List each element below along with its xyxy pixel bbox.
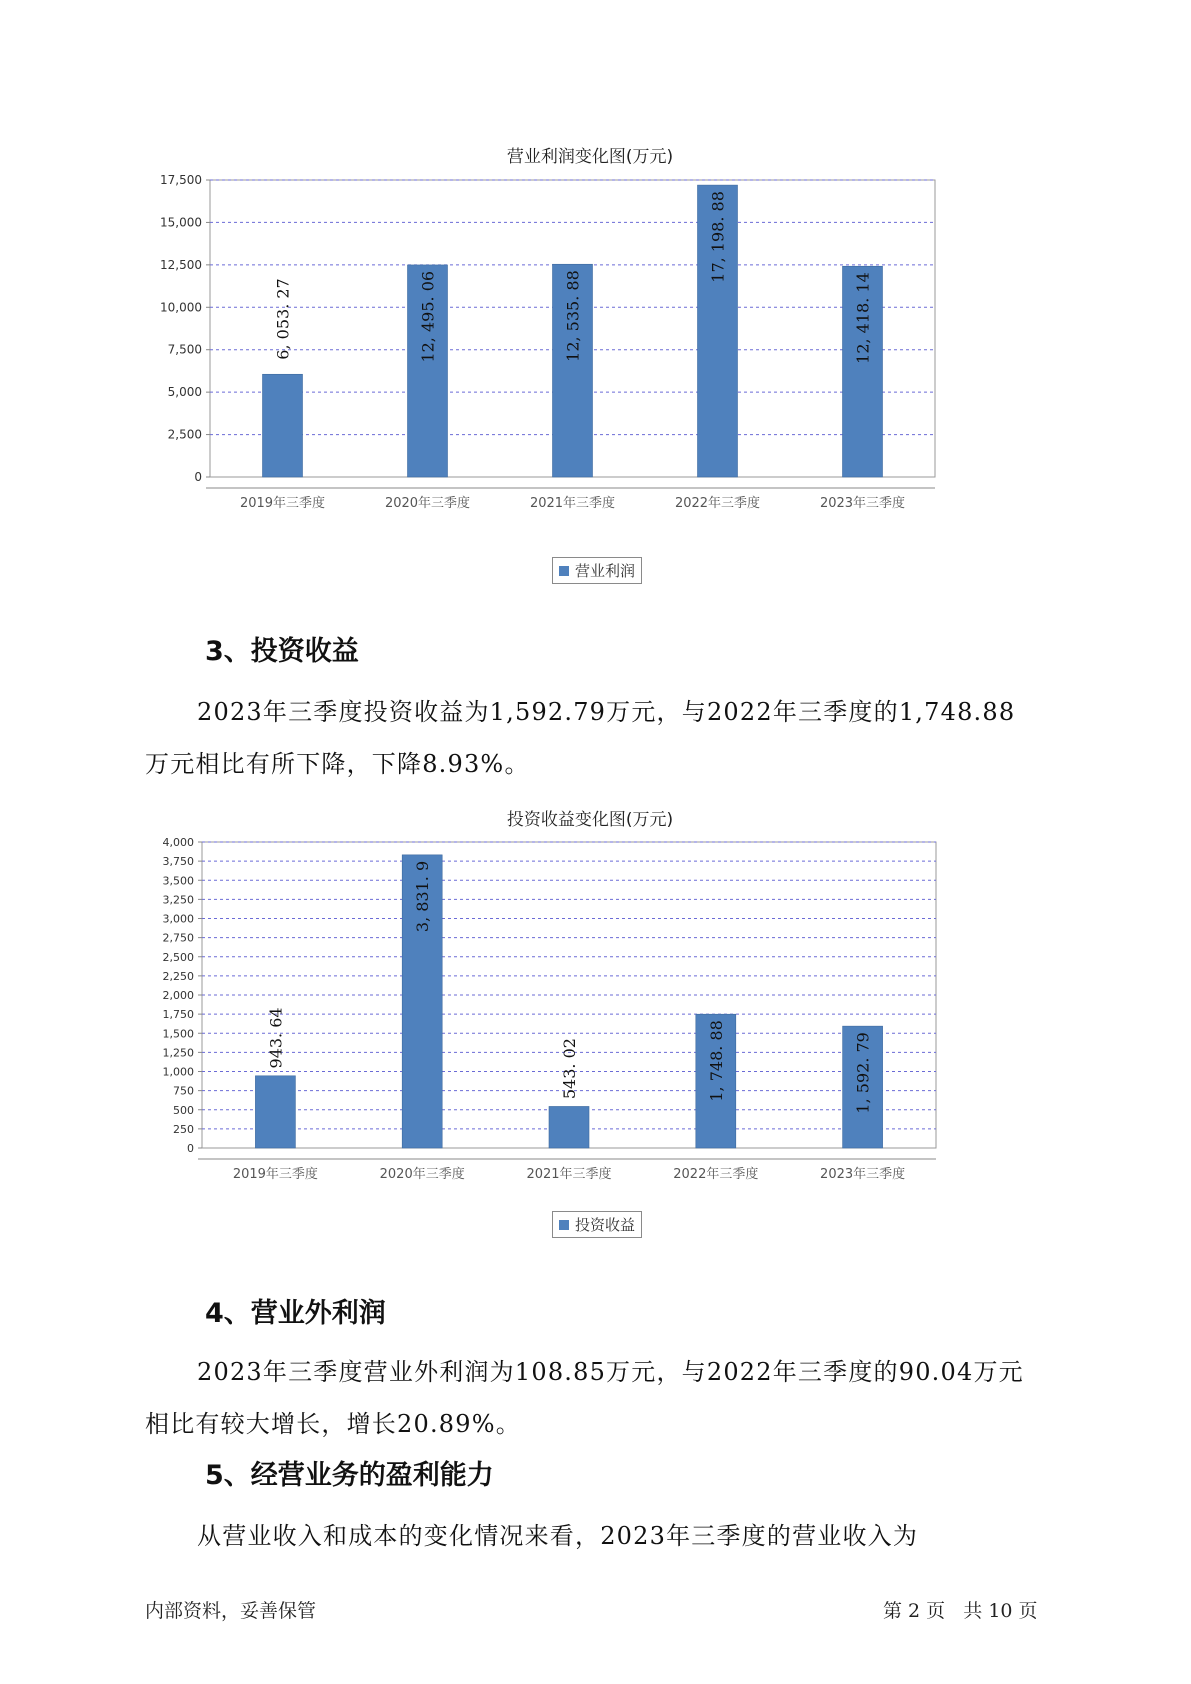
y-tick-label: 3,500 — [162, 874, 194, 888]
y-tick-label: 2,750 — [162, 931, 194, 945]
x-tick-label: 2019年三季度 — [239, 496, 326, 511]
bar-value-label: 543. 02 — [560, 1038, 579, 1100]
chart-title: 投资收益变化图(万元) — [506, 810, 674, 830]
chart-legend — [552, 557, 642, 584]
bar-value-label: 1, 748. 88 — [706, 1020, 726, 1102]
y-tick-label: 1,000 — [162, 1065, 194, 1079]
y-tick-label: 10,000 — [160, 300, 202, 315]
bar-value-label: 17, 198. 88 — [708, 191, 728, 283]
legend-label: 投资收益 — [575, 1216, 636, 1234]
x-tick-label: 2022年三季度 — [674, 496, 761, 511]
x-tick-label: 2019年三季度 — [232, 1167, 318, 1182]
paragraph-line: 2023年三季度投资收益为1,592.79万元，与2022年三季度的1,748.88 — [197, 698, 1016, 726]
y-tick-label: 1,500 — [162, 1027, 194, 1041]
y-tick-label: 3,750 — [162, 855, 194, 869]
bar-value-label: 943. 64 — [266, 1007, 286, 1069]
y-tick-label: 3,250 — [162, 893, 194, 907]
chart-plot — [160, 835, 1020, 1210]
y-tick-label: 1,250 — [162, 1046, 194, 1060]
section-heading-non-operating-profit: 4、营业外利润 — [205, 1298, 386, 1329]
chart-plot — [160, 172, 1020, 552]
y-tick-label: 250 — [173, 1122, 194, 1136]
y-tick-label: 15,000 — [160, 215, 202, 230]
x-tick-label: 2021年三季度 — [526, 1167, 612, 1182]
legend-swatch — [559, 1220, 569, 1230]
operating-profit-chart — [160, 142, 1020, 602]
bar-value-label: 6, 053. 27 — [273, 278, 293, 360]
chart-legend — [552, 1211, 642, 1238]
y-tick-label: 2,500 — [162, 950, 194, 964]
y-tick-label: 5,000 — [167, 385, 202, 400]
y-tick-label: 0 — [187, 1142, 194, 1155]
y-tick-label: 2,000 — [162, 989, 194, 1002]
bar-value-label: 1, 592. 79 — [853, 1032, 873, 1114]
y-tick-label: 0 — [194, 470, 202, 484]
y-tick-label: 7,500 — [167, 342, 202, 357]
bar — [255, 1076, 295, 1148]
bar-value-label: 12, 535. 88 — [563, 270, 583, 362]
y-tick-label: 2,250 — [162, 969, 194, 983]
paragraph-investment-income — [145, 686, 1045, 790]
footer-page-number: 第 2 页 共 10 页 — [883, 1600, 1038, 1622]
paragraph-profitability — [145, 1510, 1045, 1562]
investment-income-chart — [160, 805, 1020, 1245]
y-tick-label: 500 — [173, 1103, 194, 1117]
x-tick-label: 2023年三季度 — [819, 496, 906, 511]
paragraph-line: 相比有较大增长，增长20.89%。 — [145, 1410, 521, 1438]
y-tick-label: 2,500 — [167, 427, 202, 442]
bar-value-label: 12, 495. 06 — [418, 270, 438, 363]
legend-swatch — [559, 566, 569, 576]
paragraph-line: 万元相比有所下降，下降8.93%。 — [145, 750, 530, 778]
chart-title: 营业利润变化图(万元) — [506, 147, 674, 167]
x-tick-label: 2023年三季度 — [820, 1167, 906, 1182]
y-tick-label: 17,500 — [160, 173, 202, 187]
section-heading-profitability: 5、经营业务的盈利能力 — [205, 1460, 494, 1491]
y-tick-label: 750 — [173, 1084, 194, 1098]
bar-value-label: 3, 831. 9 — [413, 860, 433, 933]
bar — [263, 374, 303, 477]
bar — [549, 1106, 589, 1148]
paragraph-line: 从营业收入和成本的变化情况来看，2023年三季度的营业收入为 — [197, 1522, 919, 1550]
bar-value-label: 12, 418. 14 — [853, 272, 873, 364]
y-tick-label: 12,500 — [160, 257, 202, 272]
y-tick-label: 3,000 — [162, 912, 194, 926]
x-tick-label: 2021年三季度 — [529, 496, 616, 511]
x-tick-label: 2020年三季度 — [384, 496, 471, 511]
paragraph-non-operating-profit — [145, 1346, 1045, 1450]
y-tick-label: 4,000 — [162, 836, 194, 849]
section-heading-investment-income: 3、投资收益 — [205, 636, 359, 667]
y-tick-label: 1,750 — [162, 1008, 194, 1022]
legend-label: 营业利润 — [575, 562, 636, 580]
footer-confidential-note: 内部资料，妥善保管 — [145, 1600, 317, 1622]
x-tick-label: 2020年三季度 — [379, 1167, 465, 1182]
paragraph-line: 2023年三季度营业外利润为108.85万元，与2022年三季度的90.04万元 — [197, 1358, 1024, 1386]
x-tick-label: 2022年三季度 — [673, 1167, 759, 1182]
